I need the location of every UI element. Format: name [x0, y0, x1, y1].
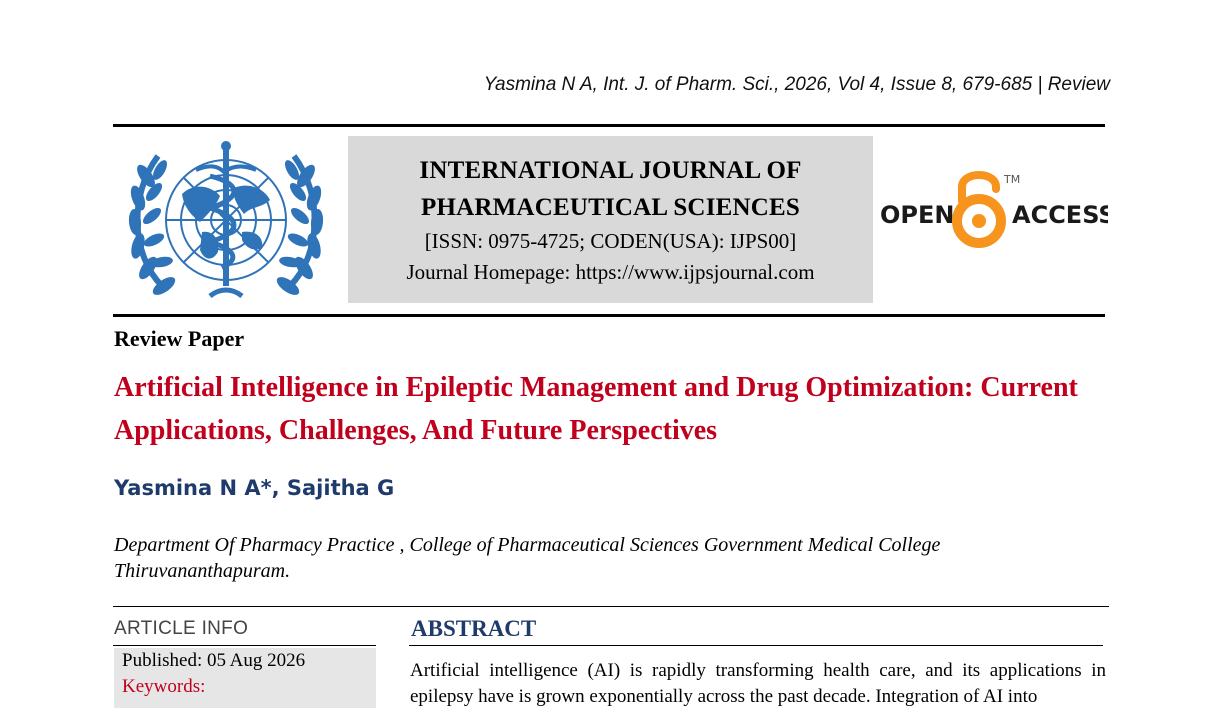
article-info-box — [114, 648, 376, 708]
journal-emblem-logo — [124, 136, 328, 308]
article-info-rule — [113, 645, 376, 646]
open-access-word-access: ACCESS — [1012, 201, 1108, 229]
open-access-word-open: OPEN — [880, 201, 955, 229]
author-affiliation: Department Of Pharmacy Practice , College of Pharmaceutical Sciences Government Medical College Thiruvananthapuram. — [114, 534, 941, 582]
article-info-heading: ARTICLE INFO — [114, 618, 249, 639]
published-date: Published: 05 Aug 2026 — [122, 650, 306, 671]
keywords-label: Keywords: — [122, 676, 206, 697]
journal-issn: [ISSN: 0975-4725; CODEN(USA): IJPS00] — [424, 229, 797, 253]
open-padlock-icon — [957, 175, 1001, 243]
running-header: Yasmina N A, Int. J. of Pharm. Sci., 2026, Vol 4, Issue 8, 679-685 | Review — [483, 74, 1110, 95]
section-divider — [113, 606, 1109, 607]
header-top-rule — [113, 124, 1105, 127]
open-access-logo — [878, 165, 1108, 255]
header-bottom-rule — [113, 314, 1105, 317]
abstract-rule — [409, 645, 1103, 646]
abstract-text: Artificial intelligence (AI) is rapidly transforming health care, and its applications in epilepsy have is grown exponentially across the past decade. Integration of AI into — [410, 660, 1106, 707]
paper-title: Artificial Intelligence in Epileptic Management and Drug Optimization: Current Applications, Challenges, And Future Perspectives — [114, 372, 1078, 446]
journal-title-line-2: PHARMACEUTICAL SCIENCES — [421, 194, 800, 221]
author-list: Yasmina N A*, Sajitha G — [114, 476, 395, 500]
journal-title — [348, 152, 873, 226]
journal-masthead — [348, 136, 873, 303]
journal-homepage: Journal Homepage: https://www.ijpsjournal.com — [406, 260, 815, 284]
article-type: Review Paper — [114, 326, 245, 351]
open-access-tm: TM — [1004, 173, 1021, 186]
journal-title-line-1: INTERNATIONAL JOURNAL OF — [419, 157, 802, 184]
abstract-heading: ABSTRACT — [411, 616, 537, 641]
